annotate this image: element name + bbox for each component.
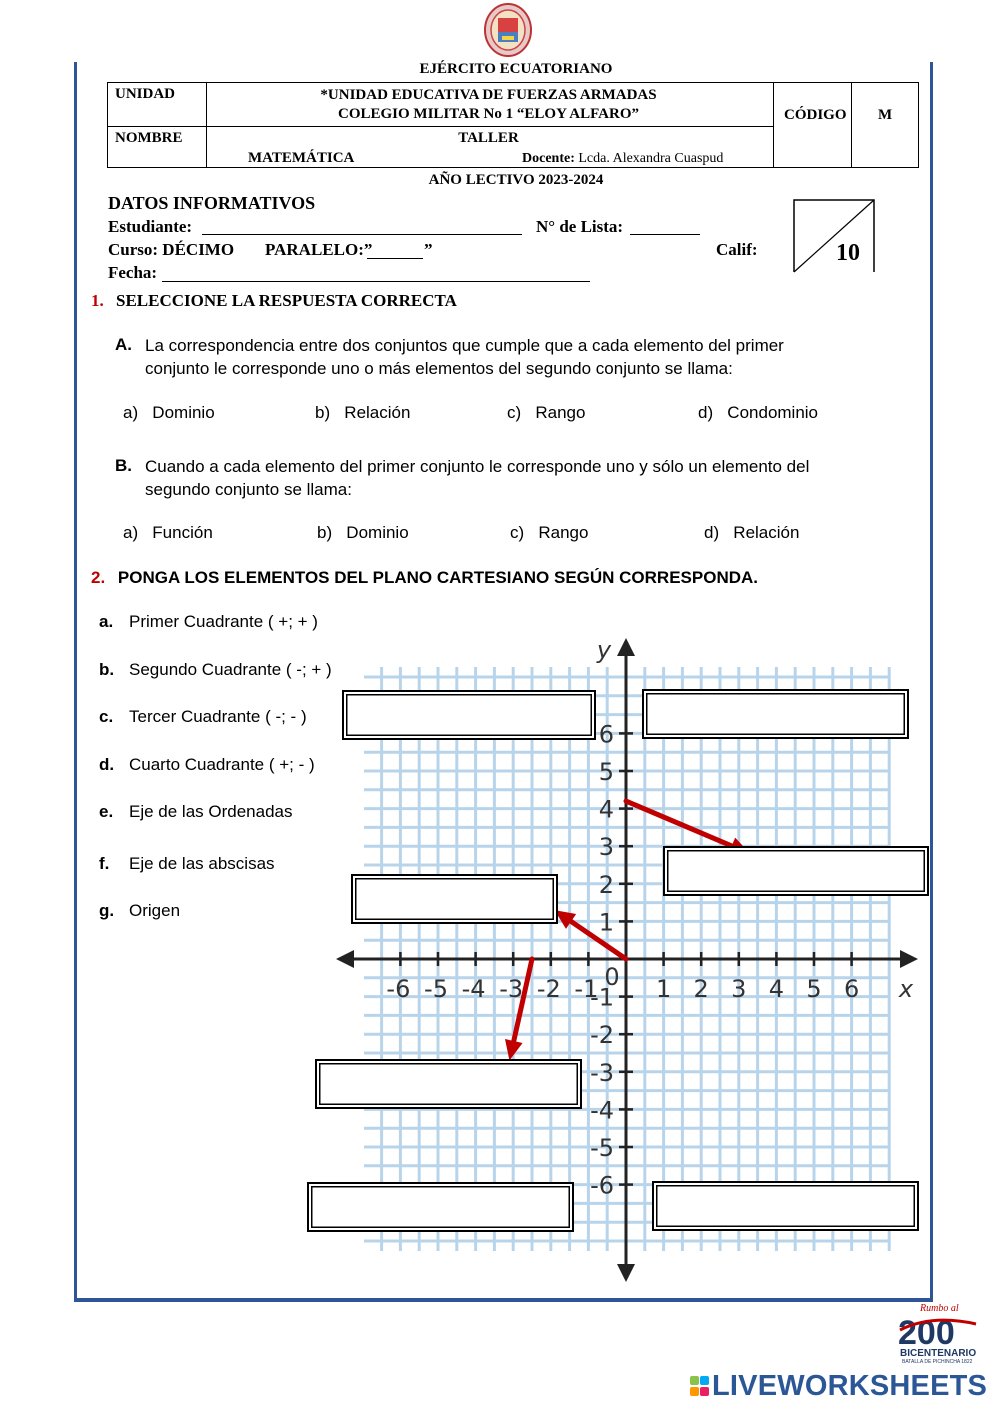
y-tick-label: 6 [598, 720, 614, 749]
x-tick-label: 3 [731, 975, 747, 1003]
y-axis-label: y [596, 636, 612, 664]
list-item: a. Primer Cuadrante ( +; + ) [99, 612, 318, 631]
estudiante-label: Estudiante: [108, 217, 193, 236]
score-box [793, 199, 875, 273]
answer-box-2[interactable] [643, 690, 908, 738]
y-tick-label: 3 [598, 833, 614, 862]
section1-heading [91, 291, 457, 311]
question-a-letter: A. [115, 335, 132, 354]
institution-title: EJÉRCITO ECUATORIANO [419, 61, 613, 77]
y-tick-label: -2 [590, 1021, 614, 1050]
unidad-line-2: COLEGIO MILITAR No 1 “ELOY ALFARO” [337, 106, 639, 122]
qb-option-b[interactable]: b) Dominio [317, 523, 409, 542]
estudiante-field[interactable] [202, 234, 522, 235]
list-item: e. Eje de las Ordenadas [99, 802, 293, 821]
x-tick-label: -2 [536, 975, 561, 1003]
school-emblem-icon [482, 2, 534, 58]
unidad-label: UNIDAD [115, 86, 175, 102]
list-item: b. Segundo Cuadrante ( -; + ) [99, 660, 332, 679]
section2-title: PONGA LOS ELEMENTOS DEL PLANO CARTESIANO SEGÚN CORRESPONDA. [117, 568, 759, 587]
qa-option-d[interactable]: d) Condominio [698, 403, 819, 422]
section1-number: 1. [91, 291, 104, 310]
lista-field[interactable] [630, 234, 700, 235]
y-axis-arrow-down [617, 1264, 635, 1282]
y-tick-label: -3 [590, 1058, 614, 1087]
list-item: g. Origen [99, 901, 181, 920]
page-frame-right [930, 62, 933, 1302]
question-a-text [145, 334, 784, 380]
x-tick-label: 6 [843, 975, 860, 1003]
bicentenario-logo-icon [892, 1300, 984, 1364]
question-b-line-1: Cuando a cada elemento del primer conjunto le corresponde uno y sólo un elemento del [145, 457, 810, 476]
section1-title: SELECCIONE LA RESPUESTA CORRECTA [116, 291, 457, 310]
unidad-name [205, 86, 772, 124]
origin-label: 0 [604, 963, 620, 991]
x-tick-label: 4 [768, 975, 785, 1003]
arrow-to-origin-box-head [555, 910, 577, 929]
hint-arrows [505, 801, 750, 1060]
y-tick-label: 5 [598, 758, 614, 786]
answer-box-7[interactable] [653, 1182, 918, 1230]
x-tick-label: -6 [386, 975, 411, 1003]
unidad-line-1: *UNIDAD EDUCATIVA DE FUERZAS ARMADAS [320, 87, 657, 103]
list-item: d. Cuarto Cuadrante ( +; - ) [99, 755, 315, 774]
calif-label: Calif: [716, 240, 758, 259]
y-tick-label: -6 [590, 1171, 614, 1200]
page-frame-bottom [74, 1298, 933, 1302]
svg-text:BICENTENARIO: BICENTENARIO [900, 1348, 977, 1359]
answer-box-5[interactable] [316, 1060, 581, 1108]
question-b-line-2: segundo conjunto se llama: [145, 480, 352, 499]
question-b-text [145, 455, 809, 501]
x-tick-label: 2 [693, 975, 709, 1003]
x-tick-label: 5 [806, 975, 822, 1003]
x-tick-label: 1 [655, 975, 672, 1003]
x-tick-label: -3 [499, 975, 524, 1003]
x-axis-arrow-left [336, 950, 354, 968]
y-tick-label: 2 [598, 870, 614, 899]
fecha-label: Fecha: [108, 263, 158, 282]
svg-text:200: 200 [898, 1314, 955, 1352]
docente-name: Lcda. Alexandra Cuaspud [578, 151, 724, 166]
qa-option-b[interactable]: b) Relación [315, 403, 411, 422]
x-tick-label: -1 [574, 975, 599, 1003]
qb-option-d[interactable]: d) Relación [704, 523, 800, 542]
codigo-value: M [878, 107, 893, 123]
svg-text:BATALLA DE PICHINCHA 1822: BATALLA DE PICHINCHA 1822 [902, 1359, 973, 1364]
x-tick-label: -5 [424, 975, 448, 1003]
y-axis-arrow-up [617, 638, 635, 656]
x-tick-label: -4 [461, 975, 486, 1003]
answer-box-1[interactable] [343, 691, 595, 739]
codigo-label: CÓDIGO [784, 107, 847, 123]
answer-box-4[interactable] [352, 875, 557, 923]
liveworksheets-logo-icon [690, 1374, 710, 1400]
taller-label: TALLER [458, 130, 519, 146]
page-frame-left [74, 62, 77, 1302]
qb-option-a[interactable]: a) Función [123, 523, 213, 542]
docente-text [522, 151, 723, 167]
question-b-letter: B. [115, 456, 132, 475]
question-a-line-2: conjunto le corresponde uno o más elementos del segundo conjunto se llama: [145, 359, 733, 378]
curso-label: Curso: DÉCIMO [108, 240, 235, 259]
y-tick-label: -1 [590, 983, 614, 1012]
paralelo-label: PARALELO:” [265, 240, 373, 259]
answer-box-3[interactable] [664, 847, 928, 895]
fecha-field[interactable] [162, 281, 590, 282]
question-a-line-1: La correspondencia entre dos conjuntos que cumple que a cada elemento del primer [145, 336, 784, 355]
x-axis-label: x [898, 975, 914, 1003]
ano-lectivo: AÑO LECTIVO 2023-2024 [428, 172, 604, 188]
qa-option-c[interactable]: c) Rango [507, 403, 586, 422]
y-tick-label: 1 [598, 908, 614, 937]
answer-box-6[interactable] [308, 1183, 573, 1231]
lista-label: N° de Lista: [536, 217, 624, 236]
datos-title: DATOS INFORMATIVOS [108, 193, 316, 213]
score-total: 10 [836, 240, 860, 266]
materia-label: MATEMÁTICA [248, 150, 355, 166]
list-item: f. Eje de las abscisas [99, 854, 275, 873]
section2-number: 2. [91, 568, 106, 587]
nombre-label: NOMBRE [115, 130, 183, 146]
x-axis-arrow-right [900, 950, 918, 968]
section2-heading [91, 568, 758, 588]
docente-label: Docente: [522, 151, 575, 166]
liveworksheets-brand[interactable]: LIVEWORKSHEETS [712, 1370, 988, 1402]
qa-option-a[interactable]: a) Dominio [123, 403, 215, 422]
y-tick-label: -4 [590, 1096, 614, 1125]
y-tick-label: -5 [590, 1134, 614, 1162]
list-item: c. Tercer Cuadrante ( -; - ) [99, 707, 307, 726]
paralelo-close: ” [424, 240, 433, 259]
qb-option-c[interactable]: c) Rango [510, 523, 589, 542]
svg-text:Rumbo al: Rumbo al [920, 1303, 959, 1314]
paralelo-field[interactable] [367, 258, 423, 259]
y-tick-label: 4 [598, 795, 614, 824]
